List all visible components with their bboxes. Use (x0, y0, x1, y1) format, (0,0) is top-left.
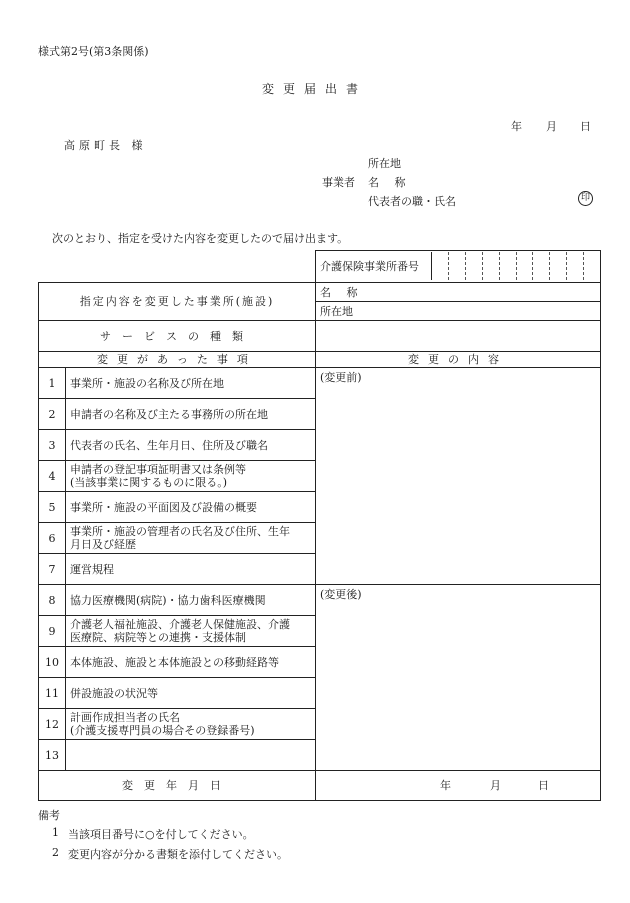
item-text[interactable] (66, 740, 316, 771)
notes-heading: 備考 (38, 809, 60, 822)
service-type-label: サービスの種類 (39, 321, 316, 352)
item-text-line2: (介護支援専門員の場合その登録番号) (70, 724, 255, 737)
item-text-line2: 医療院、病院等との連携・支援体制 (70, 631, 246, 644)
applicant-name-label: 名 称 (368, 176, 412, 189)
service-type-value[interactable] (316, 321, 601, 352)
item-text (66, 709, 316, 740)
item-number: 4 (39, 461, 66, 492)
item-number: 8 (39, 585, 66, 616)
change-date-label: 変更年月日 (39, 771, 316, 801)
item-text-line1: 申請者の登記事項証明書又は条例等 (70, 463, 246, 476)
change-before-cell[interactable] (316, 368, 601, 585)
item-number: 13 (39, 740, 66, 771)
note-number: 1 (52, 826, 59, 839)
applicant-address-label: 所在地 (368, 157, 401, 170)
item-text (66, 461, 316, 492)
seal-mark: 印 (578, 191, 593, 206)
note-text: 変更内容が分かる書類を添付してください。 (68, 848, 288, 861)
office-number-boxes[interactable] (431, 252, 600, 282)
item-text: 協力医療機関(病院)・協力歯科医療機関 (66, 585, 316, 616)
changed-office-label: 指定内容を変更した事業所(施設) (39, 283, 316, 321)
item-text: 代表者の氏名、生年月日、住所及び職名 (66, 430, 316, 461)
form-id: 様式第2号(第3条関係) (38, 45, 149, 58)
item-number: 3 (39, 430, 66, 461)
item-number: 5 (39, 492, 66, 523)
change-date-month: 月 (490, 779, 501, 792)
item-text: 事業所・施設の名称及び所在地 (66, 368, 316, 399)
item-text: 併設施設の状況等 (66, 678, 316, 709)
item-number: 6 (39, 523, 66, 554)
note-text: 当該項目番号に○を付してください。 (68, 828, 254, 841)
item-text: 運営規程 (66, 554, 316, 585)
changed-items-header: 変更があった事項 (39, 352, 316, 368)
change-content-header: 変更の内容 (316, 352, 601, 368)
note-number: 2 (52, 846, 59, 859)
item-number: 11 (39, 678, 66, 709)
blank-cell (39, 251, 316, 283)
item-number: 10 (39, 647, 66, 678)
item-text-line2: 月日及び経歴 (70, 538, 136, 551)
change-before-label: (変更前) (320, 371, 362, 384)
item-number: 9 (39, 616, 66, 647)
date-year-label: 年 (511, 120, 522, 133)
applicant-label: 事業者 (322, 176, 355, 189)
item-text-line2: (当該事業に関するものに限る。) (70, 476, 228, 489)
item-number: 12 (39, 709, 66, 740)
item-number: 2 (39, 399, 66, 430)
office-number-label: 介護保険事業所番号 (320, 260, 419, 273)
item-text (66, 523, 316, 554)
date-day-label: 日 (580, 120, 591, 133)
change-after-label: (変更後) (320, 588, 362, 601)
change-form-table (38, 250, 601, 801)
item-text: 事業所・施設の平面図及び設備の概要 (66, 492, 316, 523)
change-after-cell[interactable] (316, 585, 601, 771)
date-month-label: 月 (546, 120, 557, 133)
addressee: 高原町長 様 (64, 139, 147, 152)
item-text-line1: 計画作成担当者の氏名 (70, 711, 180, 724)
item-text-line1: 介護老人福祉施設、介護老人保健施設、介護 (70, 618, 290, 631)
item-number: 7 (39, 554, 66, 585)
office-name-label: 名 称 (316, 283, 601, 302)
item-text: 本体施設、施設と本体施設との移動経路等 (66, 647, 316, 678)
item-text-line1: 事業所・施設の管理者の氏名及び住所、生年 (70, 525, 290, 538)
page-title: 変更届出書 (262, 82, 368, 96)
change-date-cell[interactable] (316, 771, 601, 801)
change-date-day: 日 (538, 779, 549, 792)
applicant-rep-label: 代表者の職・氏名 (368, 195, 456, 208)
item-text (66, 616, 316, 647)
office-address-label: 所在地 (316, 302, 601, 321)
intro-text: 次のとおり、指定を受けた内容を変更したので届け出ます。 (52, 232, 349, 245)
change-date-year: 年 (440, 779, 451, 792)
item-number: 1 (39, 368, 66, 399)
item-text: 申請者の名称及び主たる事務所の所在地 (66, 399, 316, 430)
office-number-cell (316, 251, 601, 283)
